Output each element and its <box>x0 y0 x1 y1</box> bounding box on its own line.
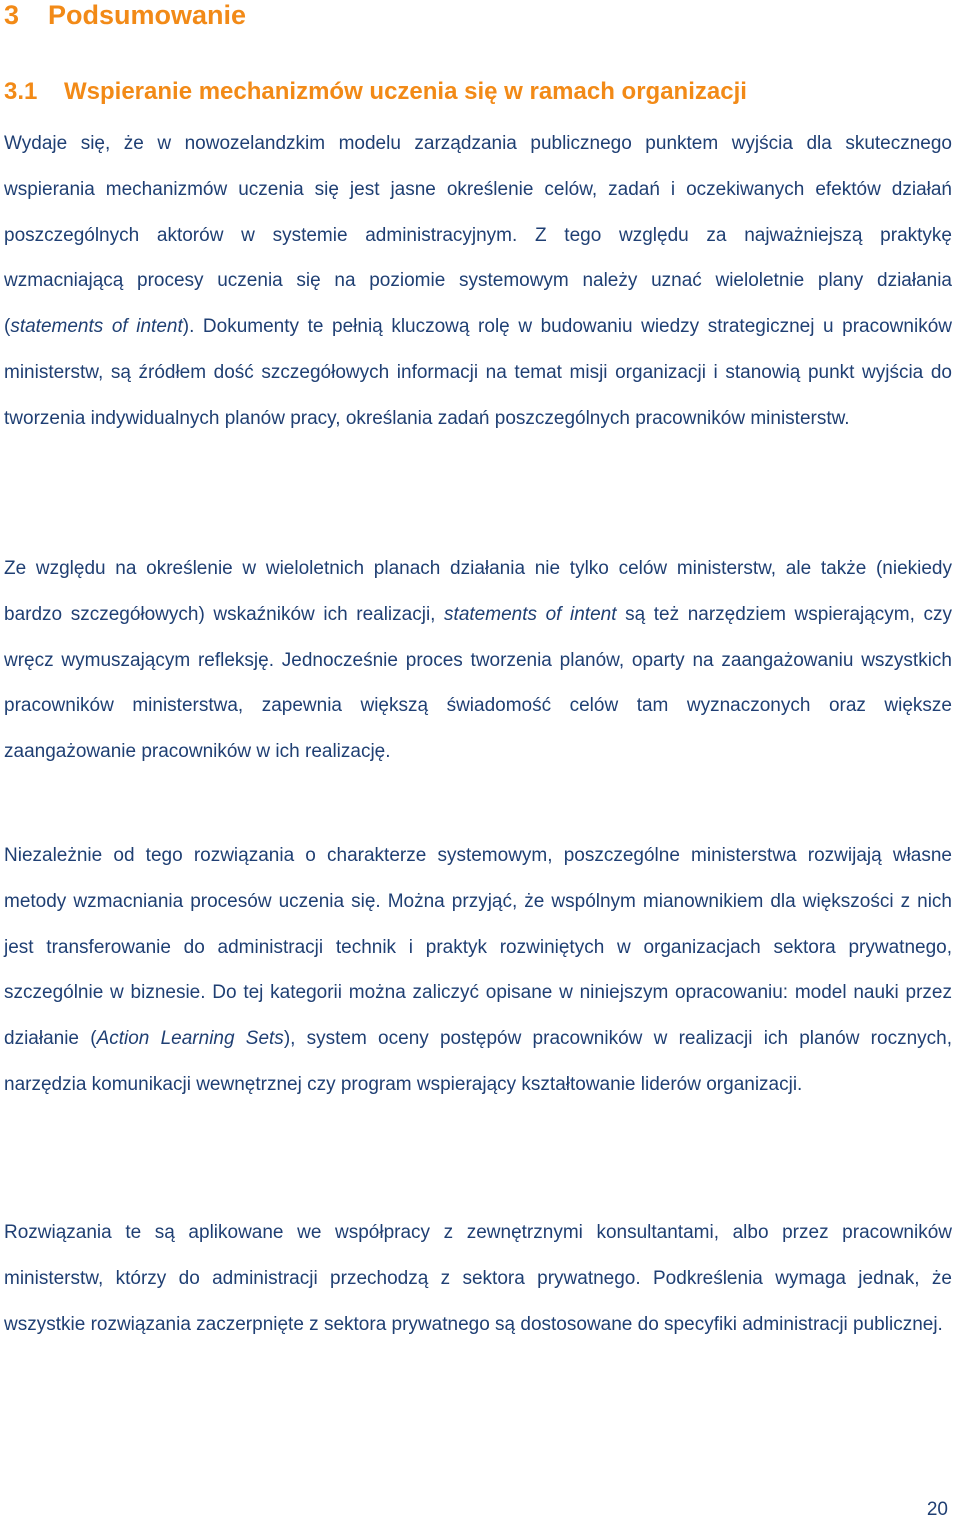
paragraph-4 <box>4 1210 952 1347</box>
paragraph-2 <box>4 546 952 775</box>
paragraph-italic-term: statements of intent <box>10 316 183 338</box>
paragraph-text: Ze względu na określenie w wieloletnich planach działania nie tylko celów ministerstw, ale także (niekiedy bardzo szczegółowych) wskaźników ich realizacji, <box>4 558 952 625</box>
chapter-title: Podsumowanie <box>48 0 247 30</box>
paragraph-text: są też narzędziem wspierającym, czy wręcz wymuszającym refleksję. Jednocześnie proces tworzenia planów, oparty na zaangażowaniu wszystkich pracowników ministerstwa, zapewnia większą świadomość celów tam wyznaczonych oraz większe zaangażowanie pracowników w ich realizację. <box>4 603 952 763</box>
paragraph-text: ). Dokumenty te pełnią kluczową rolę w budowaniu wiedzy strategicznej u pracowników ministerstw, są źródłem dość szczegółowych informacji na temat misji organizacji i stanowią punkt wyjścia do tworzenia indywidualnych planów pracy, określania zadań poszczególnych pracowników ministerstw. <box>4 316 952 429</box>
paragraph-italic-term: Action Learning Sets <box>96 1028 284 1050</box>
section-heading <box>4 76 747 108</box>
paragraph-3 <box>4 833 952 1108</box>
chapter-number: 3 <box>4 0 20 30</box>
paragraph-text: ), system oceny postępów pracowników w realizacji ich planów rocznych, narzędzia komunikacji wewnętrznej czy program wspierający kształtowanie liderów organizacji. <box>4 1028 952 1095</box>
section-number: 3.1 <box>4 78 38 105</box>
paragraph-text: Wydaje się, że w nowozelandzkim modelu zarządzania publicznego punktem wyjścia dla skutecznego wspierania mechanizmów uczenia się jest jasne określenie celów, zadań i oczekiwanych efektów działań poszczególnych aktorów w systemie administracyjnym. Z tego względu za najważniejszą praktykę wzmacniającą procesy uczenia się na poziomie systemowym należy uznać wieloletnie plany działania ( <box>4 133 952 338</box>
paragraph-italic-term: statements of intent <box>444 603 617 625</box>
section-title: Wspieranie mechanizmów uczenia się w ramach organizacji <box>64 78 747 105</box>
paragraph-1 <box>4 121 952 442</box>
paragraph-text: Niezależnie od tego rozwiązania o charakterze systemowym, poszczególne ministerstwa rozwijają własne metody wzmacniania procesów uczenia się. Można przyjąć, że wspólnym mianownikiem dla większości z nich jest transferowanie do administracji technik i praktyk rozwiniętych w organizacjach sektora prywatnego, szczególnie w biznesie. Do tej kategorii można zaliczyć opisane w niniejszym opracowaniu: model nauki przez działanie ( <box>4 845 952 1050</box>
paragraph-text: Rozwiązania te są aplikowane we współpracy z zewnętrznymi konsultantami, albo przez pracowników ministerstw, którzy do administracji przechodzą z sektora prywatnego. Podkreślenia wymaga jednak, że wszystkie rozwiązania zaczerpnięte z sektora prywatnego są dostosowane do specyfiki administracji publicznej. <box>4 1222 952 1335</box>
chapter-heading <box>4 0 246 32</box>
page-number: 20 <box>926 1499 948 1520</box>
